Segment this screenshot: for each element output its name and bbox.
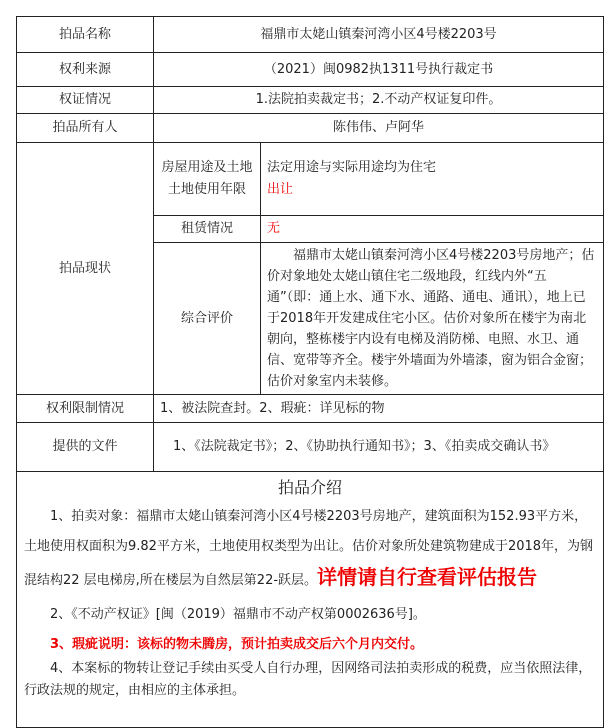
row-usage bbox=[17, 143, 604, 216]
row-source bbox=[17, 53, 604, 87]
eval-label: 综合评价 bbox=[154, 243, 261, 395]
row-cert bbox=[17, 87, 604, 114]
restrict-label: 权利限制情况 bbox=[17, 395, 154, 423]
intro-title: 拍品介绍 bbox=[277, 478, 342, 497]
cert-label: 权证情况 bbox=[17, 87, 154, 114]
restrict-value: 1、被法院查封。2、瑕疵：详见标的物 bbox=[154, 395, 604, 423]
lease-label: 租赁情况 bbox=[154, 216, 261, 243]
intro-p1: 1、拍卖对象：福鼎市太姥山镇秦河湾小区4号楼2203号房地产，建筑面积为152.93平方米，土地使用权面积为9.82平方米，土地使用权类型为出让。估价对象所处建筑物建成于2018年，为钢混结构22 层电梯房,所在楼层为自然层第22-跃层。 bbox=[24, 509, 594, 588]
owner-value: 陈伟伟、卢阿华 bbox=[154, 114, 604, 143]
row-name bbox=[17, 17, 604, 53]
intro-p2: 2、《不动产权证》[闽（2019）福鼎市不动产权第0002636号]。 bbox=[50, 607, 426, 622]
lease-value: 无 bbox=[261, 216, 604, 243]
source-label: 权利来源 bbox=[17, 53, 154, 87]
docs-value: 1、《法院裁定书》；2、《协助执行通知书》；3、《拍卖成交确认书》 bbox=[154, 423, 604, 472]
usage-value-red: 出让 bbox=[267, 182, 294, 197]
docs-label: 提供的文件 bbox=[17, 423, 154, 472]
auction-info-table bbox=[16, 16, 604, 472]
owner-label: 拍品所有人 bbox=[17, 114, 154, 143]
auction-intro bbox=[16, 447, 604, 728]
row-owner bbox=[17, 114, 604, 143]
name-value: 福鼎市太姥山镇秦河湾小区4号楼2203号 bbox=[154, 17, 604, 53]
status-label: 拍品现状 bbox=[17, 143, 154, 395]
intro-p3: 3、瑕疵说明：该标的物未腾房，预计拍卖成交后六个月内交付。 bbox=[50, 637, 424, 652]
row-restrict bbox=[17, 395, 604, 423]
usage-label: 房屋用途及土地土地使用年限 bbox=[154, 143, 261, 216]
intro-p4: 4、本案标的物转让登记手续由买受人自行办理，因网络司法拍卖形成的税费，应当依照法律，行政法规的规定，由相应的主体承担。 bbox=[24, 661, 592, 698]
usage-value: 法定用途与实际用途均为住宅 bbox=[267, 160, 437, 175]
intro-p1-red: 详情请自行查看评估报告 bbox=[317, 565, 538, 589]
name-label: 拍品名称 bbox=[17, 17, 154, 53]
eval-value: 福鼎市太姥山镇秦河湾小区4号楼2203号房地产；估价对象地处太姥山镇住宅二级地段，红线内外“五通”（即：通上水、通下水、通路、通电、通讯），地上已于2018年开发建成住宅小区。估价对象所在楼宇为南北朝向，整栋楼宇内设有电梯及消防梯、电照、水卫、通信、宽带等齐全。楼宇外墙面为外墙漆，窗为铝合金窗；估价对象室内未装修。 bbox=[261, 243, 604, 395]
cert-value: 1.法院拍卖裁定书；2.不动产权证复印件。 bbox=[154, 87, 604, 114]
source-value: （2021）闽0982执1311号执行裁定书 bbox=[154, 53, 604, 87]
